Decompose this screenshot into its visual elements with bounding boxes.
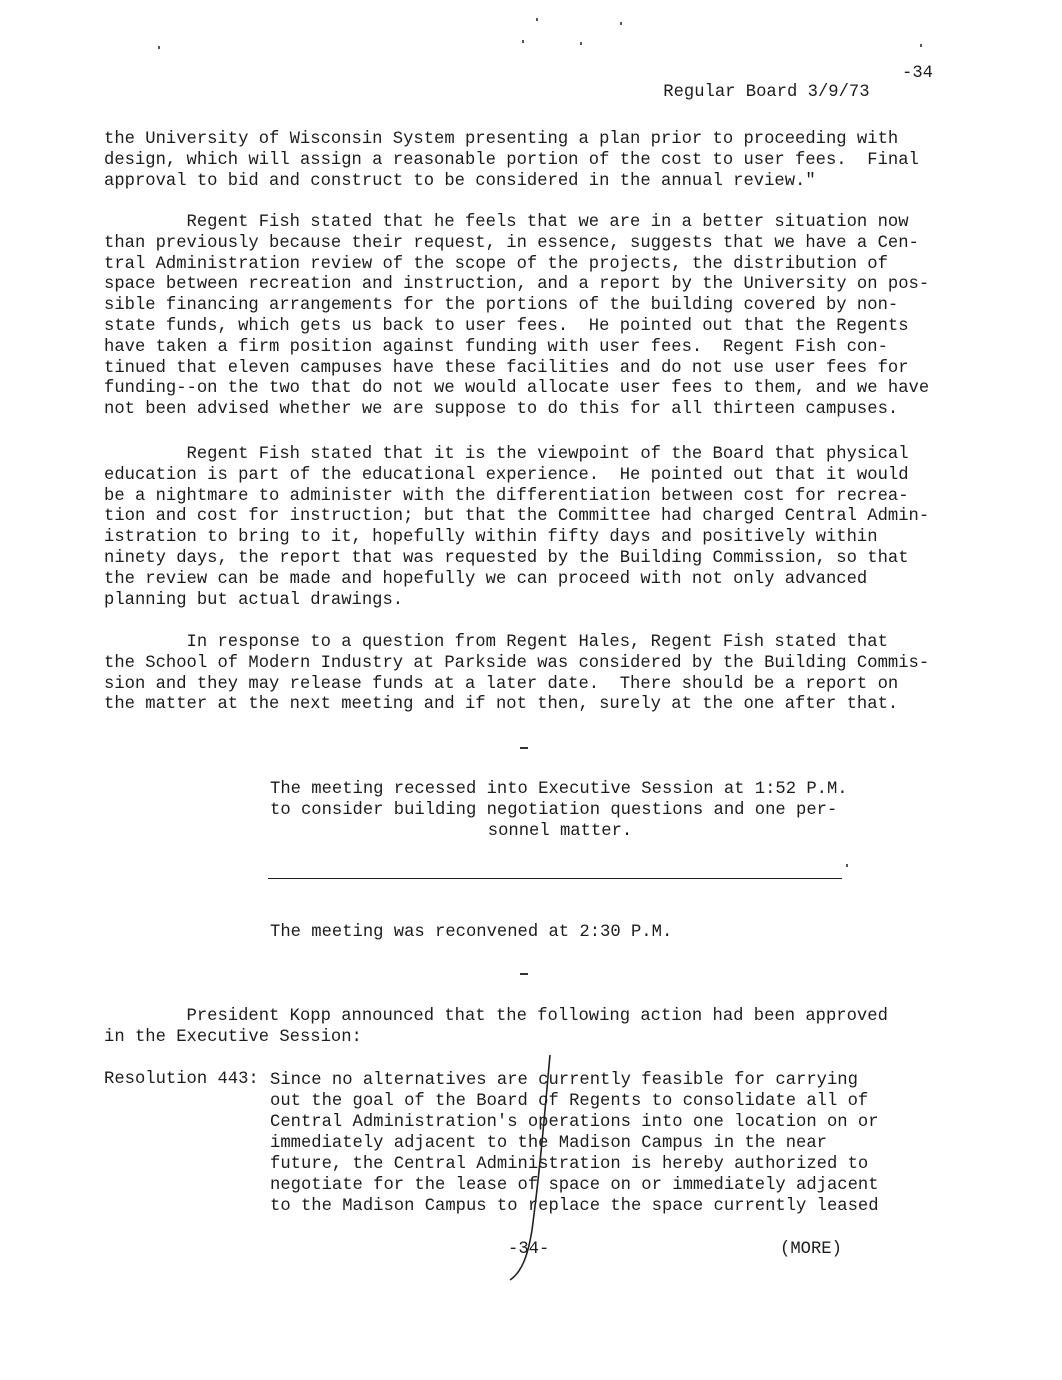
separator-dash xyxy=(520,973,528,975)
paragraph-hales-question xyxy=(104,633,944,716)
text-line: Since no alternatives are currently feasible for carrying xyxy=(270,1071,858,1090)
text-line: to consider building negotiation questions and one per- xyxy=(270,801,838,820)
recess-note xyxy=(270,779,850,842)
header-page-number: -34 xyxy=(902,64,933,83)
text-line: tion and cost for instruction; but that the Committee had charged Central Admin- xyxy=(104,507,930,527)
text-line: sion and they may release funds at a later date. There should be a report on xyxy=(104,674,899,694)
text-line: In response to a question from Regent Hales, Regent Fish stated that xyxy=(104,633,888,652)
separator-dash xyxy=(520,747,528,749)
text-line: the University of Wisconsin System presenting a plan prior to proceeding with xyxy=(104,130,899,149)
scan-speck xyxy=(620,22,622,25)
text-line: education is part of the educational experience. He pointed out that it would xyxy=(104,465,909,485)
text-line: space between recreation and instruction, and a report by the University on pos- xyxy=(104,275,930,295)
footer-page-number: -34- xyxy=(508,1240,550,1259)
text-line: Central Administration's operations into one location on or xyxy=(270,1113,879,1132)
pen-stroke-mark xyxy=(500,1050,560,1290)
text-line: to the Madison Campus to replace the space currently leased xyxy=(270,1197,879,1216)
scan-speck xyxy=(846,864,848,867)
text-line: the School of Modern Industry at Parkside was considered by the Building Commis- xyxy=(104,653,930,673)
text-line: future, the Central Administration is hereby authorized to xyxy=(270,1155,869,1174)
text-line: planning but actual drawings. xyxy=(104,590,404,610)
text-line: The meeting was reconvened at 2:30 P.M. xyxy=(270,923,673,942)
text-line: The meeting recessed into Executive Session at 1:52 P.M. xyxy=(270,780,848,799)
text-line: tral Administration review of the scope of the projects, the distribution of xyxy=(104,254,888,274)
page-header xyxy=(622,64,933,140)
announcement-paragraph xyxy=(104,1007,944,1049)
horizontal-rule xyxy=(268,878,842,879)
scan-speck xyxy=(920,44,922,47)
text-line: Regent Fish stated that he feels that we are in a better situation now xyxy=(104,213,909,232)
paragraph-continuation xyxy=(104,130,944,192)
meeting-title: Regular Board 3/9/73 xyxy=(663,83,870,102)
paragraph-fish-situation xyxy=(104,213,944,421)
scan-speck xyxy=(522,40,524,43)
text-line: istration to bring to it, hopefully within fifty days and positively within xyxy=(104,528,878,548)
reconvene-note xyxy=(270,922,850,943)
text-line: tinued that eleven campuses have these facilities and do not use user fees for xyxy=(104,358,909,378)
text-line: sible financing arrangements for the portions of the building covered by non- xyxy=(104,296,899,316)
resolution-label: Resolution 443: xyxy=(104,1070,259,1089)
continuation-marker: (MORE) xyxy=(780,1240,842,1259)
resolution-text xyxy=(270,1070,910,1217)
text-line: design, which will assign a reasonable portion of the cost to user fees. Final xyxy=(104,150,919,170)
text-line: negotiate for the lease of space on or immediately adjacent xyxy=(270,1176,879,1195)
text-line: out the goal of the Board of Regents to consolidate all of xyxy=(270,1092,869,1111)
text-line: approval to bid and construct to be considered in the annual review." xyxy=(104,171,816,191)
text-line: Regent Fish stated that it is the viewpoint of the Board that physical xyxy=(104,445,909,464)
text-line: funding--on the two that do not we would allocate user fees to them, and we have xyxy=(104,379,930,399)
text-line: be a nightmare to administer with the differentiation between cost for recrea- xyxy=(104,486,909,506)
text-line: ninety days, the report that was requested by the Building Commission, so that xyxy=(104,548,909,568)
text-line: sonnel matter. xyxy=(487,822,633,841)
scan-speck xyxy=(536,18,538,21)
paragraph-fish-viewpoint xyxy=(104,445,944,611)
scan-speck xyxy=(158,46,160,49)
text-line: the review can be made and hopefully we can proceed with not only advanced xyxy=(104,569,868,589)
text-line: in the Executive Session: xyxy=(104,1027,362,1047)
text-line: state funds, which gets us back to user fees. He pointed out that the Regents xyxy=(104,316,909,336)
scan-speck xyxy=(580,42,582,45)
text-line: than previously because their request, in essence, suggests that we have a Cen- xyxy=(104,233,919,253)
text-line: President Kopp announced that the following action had been approved xyxy=(104,1007,888,1026)
text-line: have taken a firm position against funding with user fees. Regent Fish con- xyxy=(104,337,888,357)
text-line: not been advised whether we are suppose to do this for all thirteen campuses. xyxy=(104,400,899,420)
text-line: the matter at the next meeting and if not then, surely at the one after that. xyxy=(104,695,899,715)
text-line: immediately adjacent to the Madison Campus in the near xyxy=(270,1134,827,1153)
